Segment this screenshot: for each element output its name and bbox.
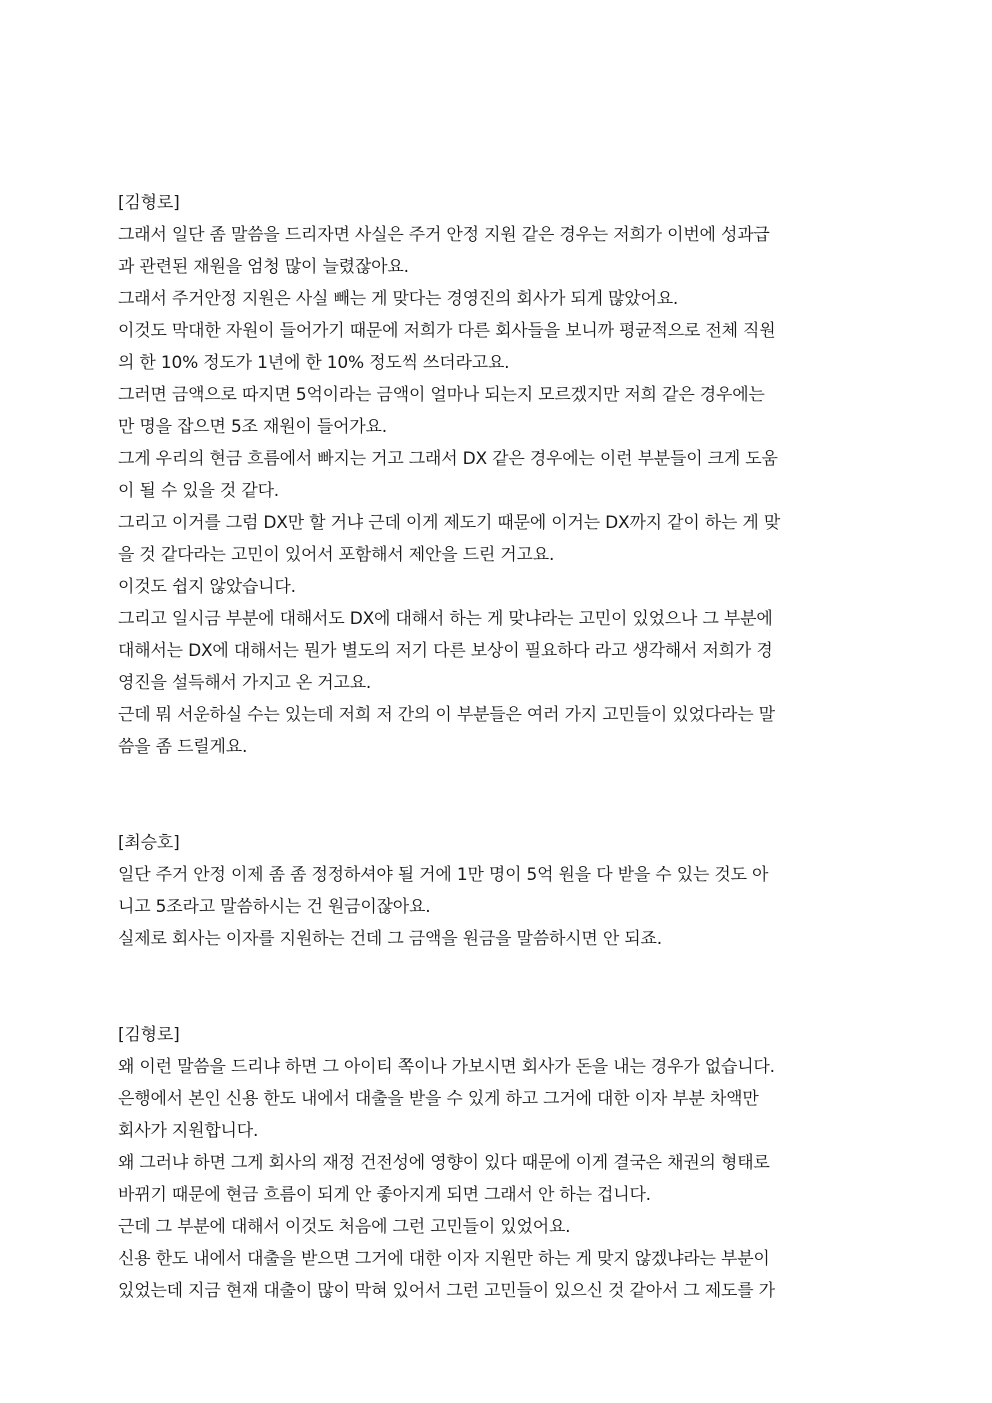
transcript-line: 근데 그 부분에 대해서 이것도 처음에 그런 고민들이 있었어요. — [118, 1217, 571, 1237]
transcript-line: 그러면 금액으로 따지면 5억이라는 금액이 얼마나 되는지 모르겠지만 저희 같은 경우에는 — [118, 385, 765, 405]
transcript-line: 과 관련된 재원을 엄청 많이 늘렸잖아요. — [118, 257, 409, 277]
transcript-line: 신용 한도 내에서 대출을 받으면 그거에 대한 이자 지원만 하는 게 맞지 않겠냐라는 부분이 — [118, 1249, 770, 1269]
transcript-line: 근데 뭐 서운하실 수는 있는데 저희 저 간의 이 부분들은 여러 가지 고민들이 있었다라는 말 — [118, 705, 775, 725]
transcript-line: 영진을 설득해서 가지고 온 거고요. — [118, 673, 372, 693]
transcript-line: 그래서 주거안정 지원은 사실 빼는 게 맞다는 경영진의 회사가 되게 많았어요. — [118, 289, 679, 309]
transcript-line: 왜 이런 말씀을 드리냐 하면 그 아이티 쪽이나 가보시면 회사가 돈을 내는 경우가 없습니다. — [118, 1057, 775, 1077]
transcript-line: 왜 그러냐 하면 그게 회사의 재정 건전성에 영향이 있다 때문에 이게 결국은 채권의 형태로 — [118, 1153, 770, 1173]
transcript-line: 그래서 일단 좀 말씀을 드리자면 사실은 주거 안정 지원 같은 경우는 저희가 이번에 성과급 — [118, 225, 770, 245]
transcript-line: 대해서는 DX에 대해서는 뭔가 별도의 저기 다른 보상이 필요하다 라고 생각해서 저희가 경 — [118, 641, 773, 661]
speaker-block-1 — [118, 187, 874, 763]
transcript-line: 그게 우리의 현금 흐름에서 빠지는 거고 그래서 DX 같은 경우에는 이런 부분들이 크게 도움 — [118, 449, 778, 469]
speaker-block-3 — [118, 1019, 874, 1307]
speaker-label: [김형로] — [118, 193, 180, 213]
transcript-line: 있었는데 지금 현재 대출이 많이 막혀 있어서 그런 고민들이 있으신 것 같아서 그 제도를 가 — [118, 1281, 775, 1301]
transcript-page — [118, 187, 874, 1371]
transcript-line: 을 것 같다라는 고민이 있어서 포함해서 제안을 드린 거고요. — [118, 545, 555, 565]
transcript-line: 바뀌기 때문에 현금 흐름이 되게 안 좋아지게 되면 그래서 안 하는 겁니다. — [118, 1185, 651, 1205]
speaker-label: [최승호] — [118, 833, 180, 853]
transcript-line: 일단 주거 안정 이제 좀 좀 정정하셔야 될 거에 1만 명이 5억 원을 다 받을 수 있는 것도 아 — [118, 865, 769, 885]
transcript-line: 니고 5조라고 말씀하시는 건 원금이잖아요. — [118, 897, 431, 917]
transcript-line: 씀을 좀 드릴게요. — [118, 737, 248, 757]
transcript-line: 그리고 이거를 그럼 DX만 할 거냐 근데 이게 제도기 때문에 이거는 DX까지 같이 하는 게 맞 — [118, 513, 781, 533]
transcript-line: 이것도 쉽지 않았습니다. — [118, 577, 296, 597]
transcript-line: 은행에서 본인 신용 한도 내에서 대출을 받을 수 있게 하고 그거에 대한 이자 부분 차액만 — [118, 1089, 759, 1109]
transcript-line: 이것도 막대한 자원이 들어가기 때문에 저희가 다른 회사들을 보니까 평균적으로 전체 직원 — [118, 321, 776, 341]
transcript-line: 의 한 10% 정도가 1년에 한 10% 정도씩 쓰더라고요. — [118, 353, 510, 373]
transcript-line: 그리고 일시금 부분에 대해서도 DX에 대해서 하는 게 맞냐라는 고민이 있었으나 그 부분에 — [118, 609, 773, 629]
transcript-line: 실제로 회사는 이자를 지원하는 건데 그 금액을 원금을 말씀하시면 안 되죠. — [118, 929, 662, 949]
speaker-label: [김형로] — [118, 1025, 180, 1045]
transcript-line: 회사가 지원합니다. — [118, 1121, 259, 1141]
transcript-line: 이 될 수 있을 것 같다. — [118, 481, 279, 501]
transcript-line: 만 명을 잡으면 5조 재원이 들어가요. — [118, 417, 387, 437]
speaker-block-2 — [118, 827, 874, 955]
